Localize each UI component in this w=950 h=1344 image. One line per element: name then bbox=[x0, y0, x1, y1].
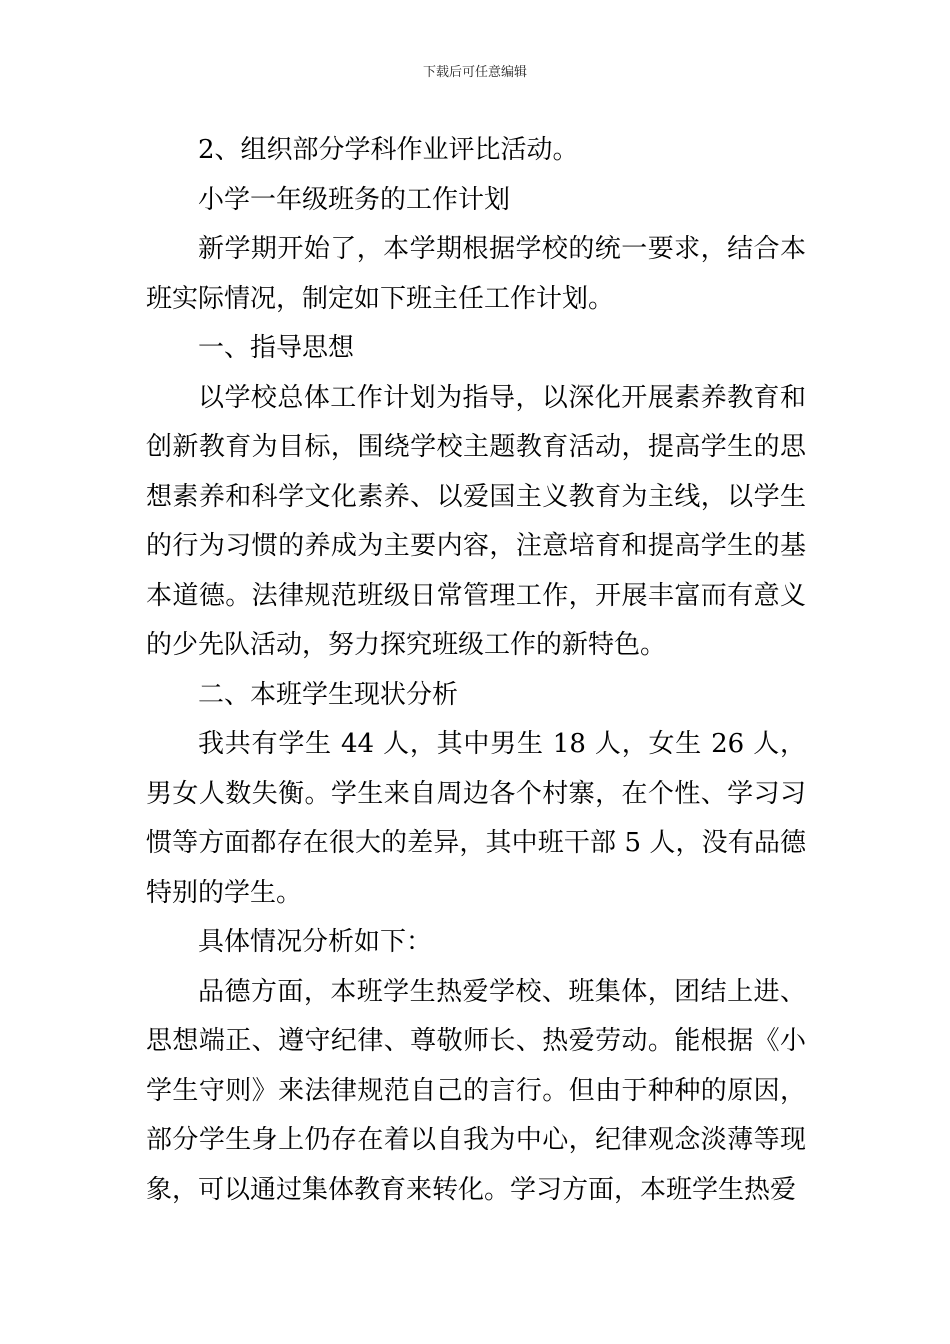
page-header-note: 下载后可任意编辑 bbox=[422, 65, 527, 80]
paragraph-analysis-lead: 具体情况分析如下： bbox=[198, 927, 433, 957]
paragraph-moral-analysis: 品德方面，本班学生热爱学校、班集体，团结上进、思想端正、遵守纪律、尊敬师长、热爱劳动。能根据《小学生守则》来法律规范自己的言行。但由于种种的原因，部分学生身上仍存在着以自我为中心，纪律观念淡薄等现象，可以通过集体教育来转化。学习方面，本班学生热爱 bbox=[146, 976, 806, 1205]
paragraph-intro: 新学期开始了，本学期根据学校的统一要求，结合本班实际情况，制定如下班主任工作计划。 bbox=[146, 234, 806, 314]
paragraph-activity-item: 2、组织部分学科作业评比活动。 bbox=[198, 135, 579, 165]
document-body bbox=[146, 126, 806, 1215]
paragraph-plan-title: 小学一年级班务的工作计划 bbox=[198, 184, 511, 215]
section-heading-class-analysis: 二、本班学生现状分析 bbox=[198, 679, 459, 710]
section-heading-guiding-thought: 一、指导思想 bbox=[198, 333, 355, 363]
paragraph-guiding-thought: 以学校总体工作计划为指导，以深化开展素养教育和创新教育为目标，围绕学校主题教育活动，提高学生的思想素养和科学文化素养、以爱国主义教育为主线，以学生的行为习惯的养成为主要内容，注意培育和提高学生的基本道德。法律规范班级日常管理工作，开展丰富而有意义的少先队活动，努力探究班级工作的新特色。 bbox=[146, 382, 806, 660]
paragraph-student-count: 我共有学生 44 人，其中男生 18 人，女生 26 人，男女人数失衡。学生来自周边各个村寨，在个性、学习习惯等方面都存在很大的差异，其中班干部 5 人，没有品德特别的学生。 bbox=[146, 729, 806, 908]
